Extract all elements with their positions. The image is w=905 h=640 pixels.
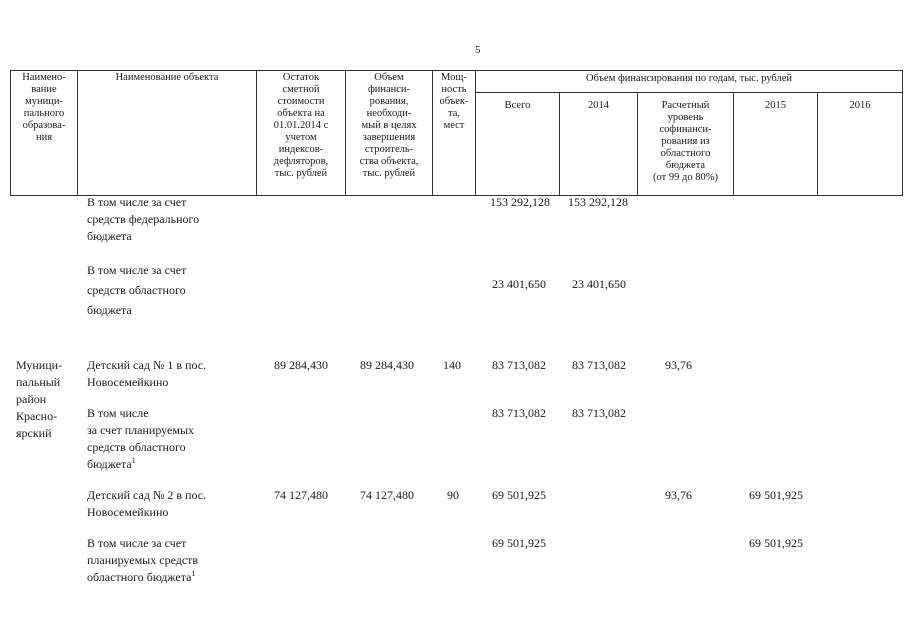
header-capacity: Мощ- ность объек- та, мест — [439, 72, 469, 131]
row-kg2-sub-total: 69 501,925 — [492, 536, 546, 550]
row-kg1-sub-total: 83 713,082 — [492, 406, 546, 420]
footnote-marker: 1 — [191, 569, 196, 578]
header-2015: 2015 — [765, 100, 786, 111]
row-kg1-rate: 93,76 — [665, 358, 692, 372]
row-kg2-remaining: 74 127,480 — [274, 488, 328, 502]
row-kg2-2015: 69 501,925 — [749, 488, 803, 502]
header-object-name: Наименование объекта — [115, 72, 219, 83]
row-regional-2014: 23 401,650 — [572, 277, 626, 291]
municipality-name: Муници- пальный район Красно- ярский — [16, 358, 63, 440]
row-kg1-sub-name: В том числе за счет планируемых средств областного бюджета$^1$ — [87, 406, 195, 471]
header-2014: 2014 — [588, 100, 609, 111]
header-total: Всего — [504, 100, 531, 111]
header-years-group: Объем финансирования по годам, тыс. рублей — [585, 73, 793, 84]
col-border — [77, 70, 78, 196]
footnote-marker: 1 — [131, 456, 136, 465]
row-kg2-total: 69 501,925 — [492, 488, 546, 502]
row-kg1-funding: 89 284,430 — [360, 358, 414, 372]
col-border — [902, 70, 903, 196]
row-kg2-sub-name: В том числе за счет планируемых средств областного бюджета$^1$ — [87, 536, 199, 584]
row-federal-total: 153 292,128 — [490, 195, 550, 209]
row-federal-name: В том числе за счет средств федерального бюджета — [87, 195, 200, 243]
page-number: 5 — [475, 44, 481, 56]
row-kg1-capacity: 140 — [443, 358, 461, 372]
years-group-divider — [475, 92, 903, 93]
row-regional-name: В том числе за счет средств областного бюджета — [87, 263, 187, 317]
header-top-border — [10, 70, 903, 71]
table-header — [10, 70, 903, 196]
header-municipality: Наимено- вание муници- пального образова- ния — [22, 72, 66, 143]
row-kg1-2014: 83 713,082 — [572, 358, 626, 372]
header-2016: 2016 — [849, 100, 871, 111]
row-kg2-sub-2015: 69 501,925 — [749, 536, 803, 550]
row-federal-2014: 153 292,128 — [568, 195, 628, 209]
header-cofinancing-rate: Расчетный уровень софинанси- рования из областного бюджета (от 99 до 80%) — [653, 100, 718, 183]
header-funding-volume: Объем финанси- рования, необходи- мый в целях завершения строитель- ства объекта, тыс. рублей — [359, 72, 419, 179]
row-kg1-sub-2014: 83 713,082 — [572, 406, 626, 420]
row-kg2-rate: 93,76 — [665, 488, 692, 502]
col-border — [475, 70, 476, 196]
row-regional-total: 23 401,650 — [492, 277, 546, 291]
row-kg2-name: Детский сад № 2 в пос. Новосемейкино — [87, 488, 207, 519]
row-kg1-name: Детский сад № 1 в пос. Новосемейкино — [87, 358, 207, 389]
row-kg1-total: 83 713,082 — [492, 358, 546, 372]
header-remaining-cost: Остаток сметной стоимости объекта на 01.01.2014 с учетом индексов- дефляторов, тыс. рублей — [273, 72, 329, 179]
row-kg2-capacity: 90 — [447, 488, 459, 502]
row-kg2-funding: 74 127,480 — [360, 488, 414, 502]
row-kg1-remaining: 89 284,430 — [274, 358, 328, 372]
